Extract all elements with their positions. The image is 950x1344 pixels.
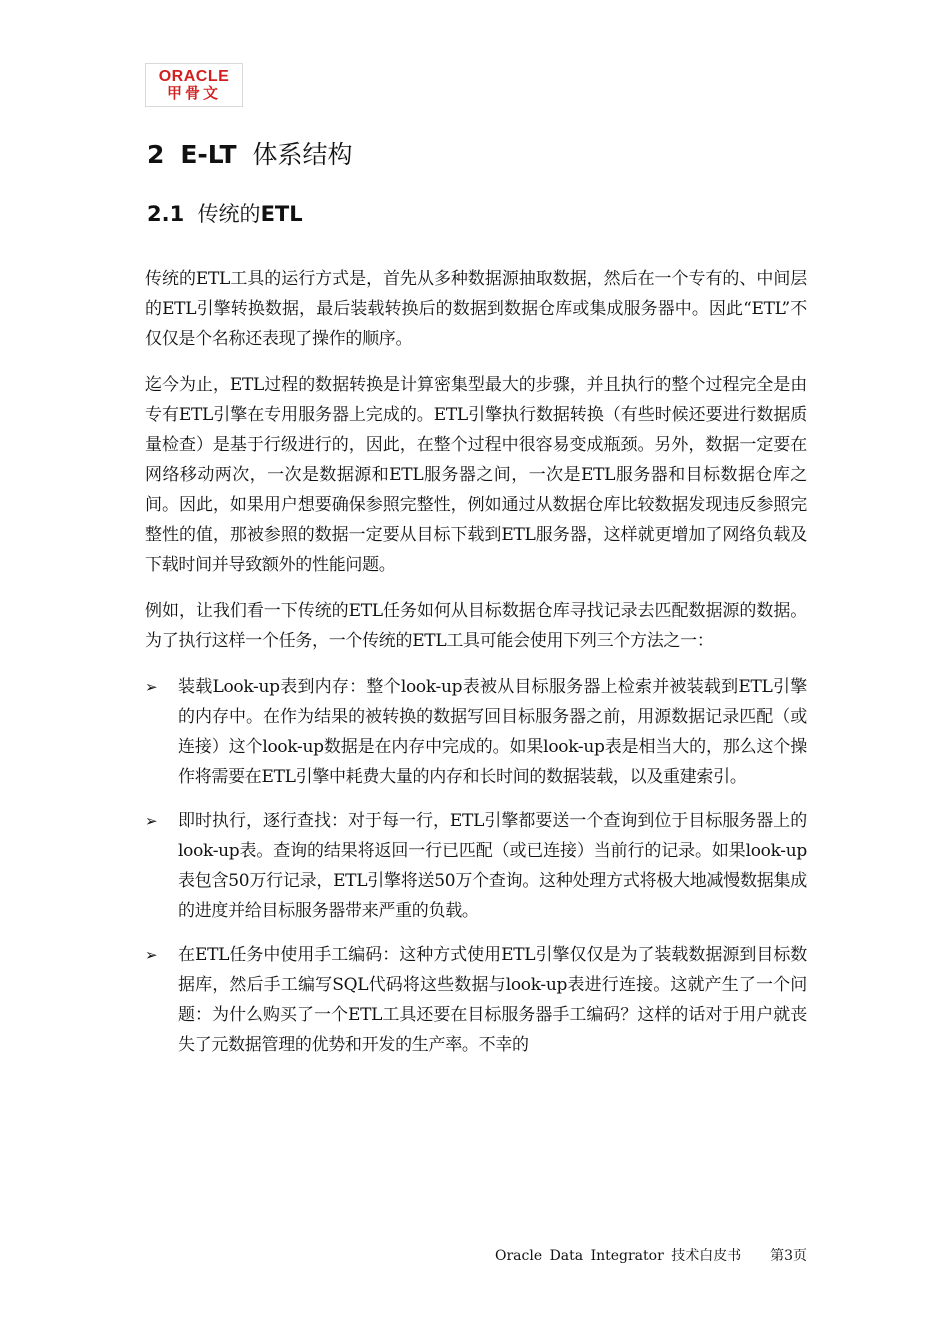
arrow-bullet-icon: ➢ xyxy=(145,946,158,964)
body-content xyxy=(145,264,807,1074)
section-number: 2.1 xyxy=(147,202,185,226)
list-item-text: 装载Look-up表到内存：整个look-up表被从目标服务器上检索并被装载到ETL引擎的内存中。在作为结果的被转换的数据写回目标服务器之前，用源数据记录匹配（或连接）这个look-up数据是在内存中完成的。如果look-up表是相当大的，那么这个操作将需要在ETL引擎中耗费大量的内存和长时间的数据装载，以及重建索引。 xyxy=(178,677,807,787)
chapter-title: 体系结构 xyxy=(252,140,353,169)
list-item xyxy=(145,940,807,1060)
logo-chinese-wordmark: 甲骨文 xyxy=(166,84,221,102)
section-title-bold: ETL xyxy=(260,202,303,226)
logo-wordmark: ORACLE xyxy=(158,68,230,85)
paragraph-2: 迄今为止，ETL过程的数据转换是计算密集型最大的步骤，并且执行的整个过程完全是由专有ETL引擎在专用服务器上完成的。ETL引擎执行数据转换（有些时候还要进行数据质量检查）是基于行级进行的，因此，在整个过程中很容易变成瓶颈。另外，数据一定要在网络移动两次，一次是数据源和ETL服务器之间，一次是ETL服务器和目标数据仓库之间。因此，如果用户想要确保参照完整性，例如通过从数据仓库比较数据发现违反参照完整性的值，那被参照的数据一定要从目标下载到ETL服务器，这样就更增加了网络负载及下载时间并导致额外的性能问题。 xyxy=(145,375,807,575)
chapter-title-bold: E-LT xyxy=(180,140,237,169)
section-title-prefix: 传统的 xyxy=(197,202,261,226)
oracle-logo xyxy=(145,63,243,107)
chapter-heading xyxy=(147,138,353,172)
arrow-bullet-icon: ➢ xyxy=(145,812,158,830)
paragraph-1: 传统的ETL工具的运行方式是，首先从多种数据源抽取数据，然后在一个专有的、中间层的ETL引擎转换数据，最后装载转换后的数据到数据仓库或集成服务器中。因此“ETL”不仅仅是个名称还表现了操作的顺序。 xyxy=(145,269,807,349)
list-item xyxy=(145,672,807,792)
page-number: 第3页 xyxy=(770,1248,807,1264)
chapter-number: 2 xyxy=(147,140,165,169)
arrow-bullet-icon: ➢ xyxy=(145,678,158,696)
list-item-text: 在ETL任务中使用手工编码：这种方式使用ETL引擎仅仅是为了装载数据源到目标数据库，然后手工编写SQL代码将这些数据与look-up表进行连接。这就产生了一个问题：为什么购买了一个ETL工具还要在目标服务器手工编码？这样的话对于用户就丧失了元数据管理的优势和开发的生产率。不幸的 xyxy=(178,945,807,1055)
list-item-text: 即时执行，逐行查找：对于每一行，ETL引擎都要送一个查询到位于目标服务器上的look-up表。查询的结果将返回一行已匹配（或已连接）当前行的记录。如果look-up表包含50万行记录，ETL引擎将送50万个查询。这种处理方式将极大地减慢数据集成的进度并给目标服务器带来严重的负载。 xyxy=(178,811,807,921)
method-list xyxy=(145,672,807,1060)
footer-title: Oracle Data Integrator 技术白皮书 xyxy=(495,1248,742,1264)
list-item xyxy=(145,806,807,926)
section-heading xyxy=(147,199,303,229)
paragraph-3: 例如，让我们看一下传统的ETL任务如何从目标数据仓库寻找记录去匹配数据源的数据。为了执行这样一个任务，一个传统的ETL工具可能会使用下列三个方法之一： xyxy=(145,601,807,651)
